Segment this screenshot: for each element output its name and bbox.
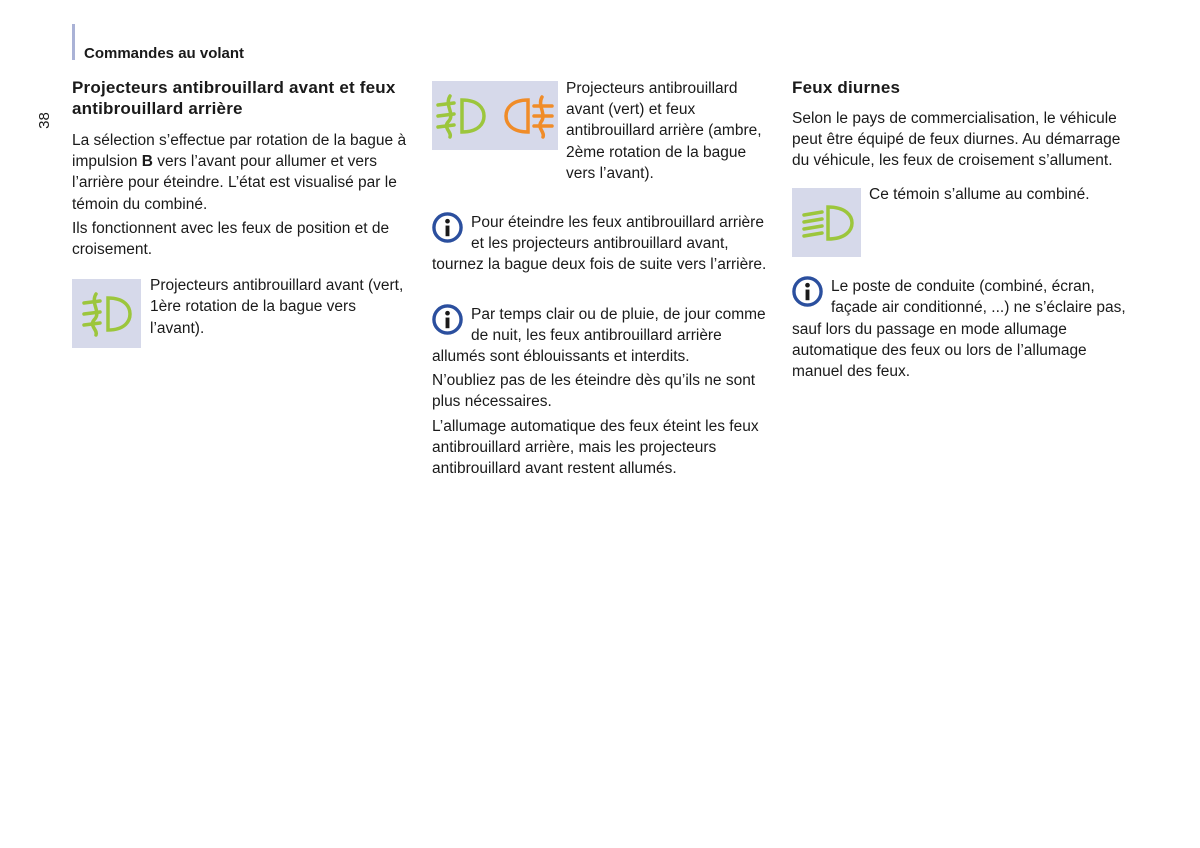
front-fog-lamp-icon [434, 92, 488, 140]
info-icon [432, 212, 463, 243]
dashboard-lighting-note: Le poste de conduite (combiné, écran, façade air conditionné, ...) ne s’éclaire pas, sauf lors du passage en mode allumage automatique des feux ou lors de l’allumage manuel des feux. [792, 278, 1126, 380]
daytime-running-lamp-icon [798, 201, 856, 245]
info-note-weather [432, 304, 772, 368]
section-header: Commandes au volant [84, 45, 245, 62]
front-rear-fog-block [432, 78, 772, 184]
daytime-indicator-caption: Ce témoin s’allume au combiné. [869, 186, 1090, 204]
column-front-rear-fog [72, 78, 412, 348]
column-daytime-lights [792, 78, 1132, 382]
daytime-lights-heading: Feux diurnes [792, 78, 901, 97]
front-fog-indicator [72, 279, 141, 348]
ring-label: B [141, 153, 153, 171]
info-note-dashboard [792, 276, 1132, 382]
daytime-indicator-block [792, 188, 1132, 257]
front-rear-fog-caption: Projecteurs antibrouillard avant (vert) et feux antibrouillard arrière (ambre, 2ème rotation de la bague vers l’avant). [566, 80, 762, 182]
column-fog-notes [432, 78, 772, 479]
front-fog-block [72, 279, 412, 348]
daytime-indicator [792, 188, 861, 257]
front-rear-fog-indicator [432, 81, 558, 150]
selection-paragraph: La sélection s’effectue par rotation de la bague à impulsion B vers l’avant pour allumer et vers l’arrière pour éteindre. L’état est visualisé par le témoin du combiné. [72, 132, 407, 213]
daytime-lights-paragraph: Selon le pays de commercialisation, le véhicule peut être équipé de feux diurnes. Au démarrage du véhicule, les feux de croisement s’allument. [792, 109, 1121, 169]
weather-note: Par temps clair ou de pluie, de jour comme de nuit, les feux antibrouillard arrière allumés sont éblouissants et interdits. [432, 305, 766, 366]
function-paragraph: Ils fonctionnent avec les feux de position et de croisement. [72, 219, 390, 259]
info-icon [432, 304, 463, 335]
header-accent-bar [72, 24, 75, 60]
front-fog-lamp-icon [80, 290, 134, 338]
info-icon [792, 276, 823, 307]
front-fog-caption: Projecteurs antibrouillard avant (vert, 1ère rotation de la bague vers l’avant). [150, 277, 404, 337]
automatic-lighting-paragraph: L’allumage automatique des feux éteint les feux antibrouillard arrière, mais les projecteurs antibrouillard avant restent allumés. [432, 417, 759, 478]
reminder-paragraph: N’oubliez pas de les éteindre dès qu’ils ne sont plus nécessaires. [432, 372, 756, 411]
rear-fog-lamp-icon [502, 92, 556, 140]
switch-off-note: Pour éteindre les feux antibrouillard arrière et les projecteurs antibrouillard avant, tournez la bague deux fois de suite vers l’arrière. [432, 214, 767, 274]
fog-lights-heading: Projecteurs antibrouillard avant et feux antibrouillard arrière [72, 78, 396, 118]
info-note-switch-off [432, 212, 772, 276]
page-number: 38 [35, 112, 53, 129]
